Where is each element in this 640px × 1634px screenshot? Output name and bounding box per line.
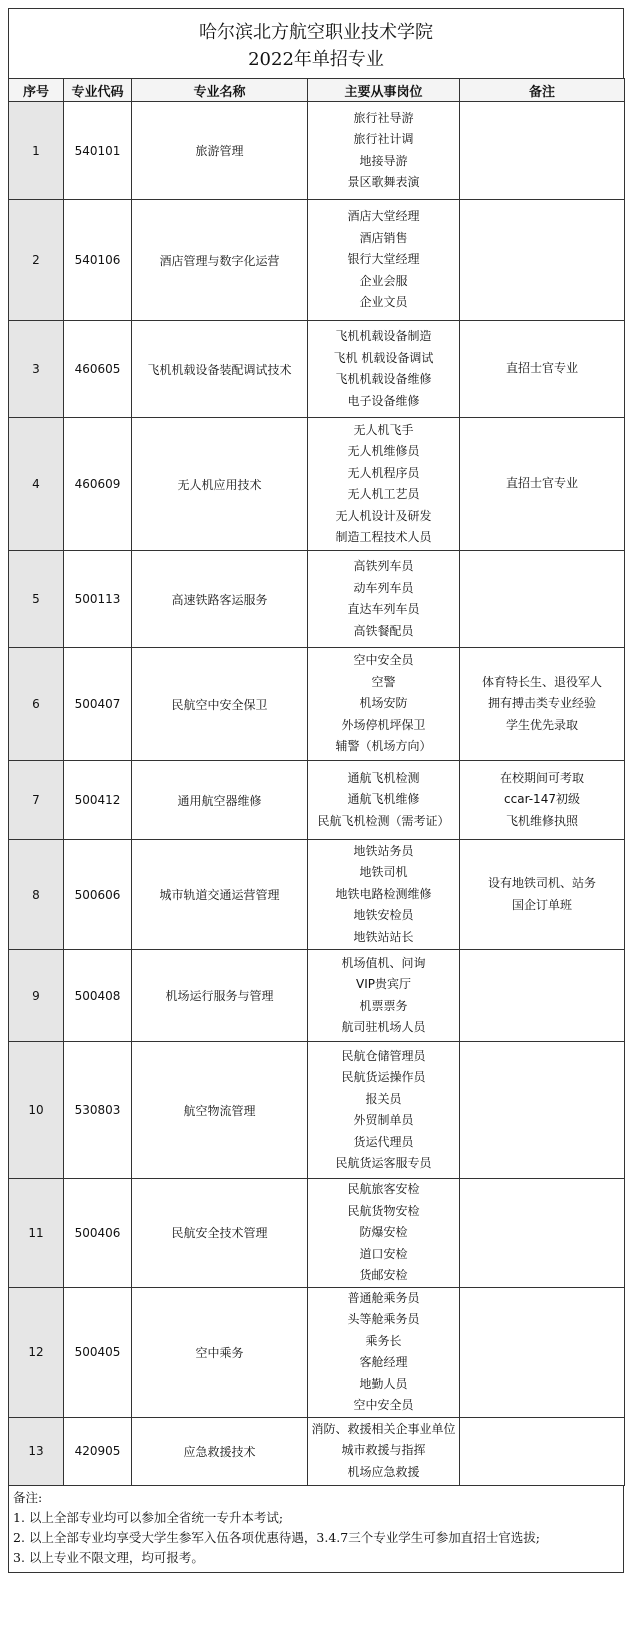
header-remarks: 备注 xyxy=(460,79,625,102)
table-row xyxy=(9,102,625,200)
position-item: 高铁列车员 xyxy=(353,559,414,573)
cell-positions xyxy=(308,840,460,950)
cell-code: 420905 xyxy=(64,1417,132,1485)
position-item: 地铁站务员 xyxy=(353,843,414,858)
position-item: VIP贵宾厅 xyxy=(356,977,411,991)
notes-section xyxy=(8,1486,624,1573)
position-item: 银行大堂经理 xyxy=(347,252,420,267)
cell-seq: 5 xyxy=(9,551,64,648)
position-item: 机票票务 xyxy=(359,998,408,1013)
position-item: 外场停机坪保卫 xyxy=(341,717,426,732)
cell-code: 460605 xyxy=(64,321,132,418)
cell-remarks xyxy=(460,761,625,840)
position-item: 通航飞机检测 xyxy=(347,770,420,785)
table-body xyxy=(9,102,625,1486)
position-item: 无人机工艺员 xyxy=(347,487,420,501)
position-item: 旅行社导游 xyxy=(353,110,414,125)
title-line-1: 哈尔滨北方航空职业技术学院 xyxy=(199,22,433,43)
position-item: 民航货运操作员 xyxy=(341,1070,426,1084)
position-item: 地铁安检员 xyxy=(353,908,414,923)
position-item: 飞机机载设备制造 xyxy=(335,329,432,343)
cell-name: 民航安全技术管理 xyxy=(132,1179,308,1288)
position-item: 报关员 xyxy=(365,1091,402,1106)
table-row xyxy=(9,1179,625,1288)
header-name: 专业名称 xyxy=(132,79,308,102)
cell-code: 500407 xyxy=(64,648,132,761)
table-row xyxy=(9,840,625,950)
note-item: 1. 以上全部专业均可以参加全省统一专升本考试; xyxy=(13,1509,284,1525)
cell-positions xyxy=(308,1179,460,1288)
position-item: 高铁餐配员 xyxy=(353,623,414,638)
cell-positions xyxy=(308,1287,460,1417)
cell-code: 500113 xyxy=(64,551,132,648)
cell-code: 500412 xyxy=(64,761,132,840)
cell-positions xyxy=(308,761,460,840)
cell-seq: 8 xyxy=(9,840,64,950)
cell-remarks xyxy=(460,1179,625,1288)
cell-name: 飞机机载设备装配调试技术 xyxy=(132,321,308,418)
position-item: 地接导游 xyxy=(359,153,408,168)
cell-remarks xyxy=(460,648,625,761)
table-row xyxy=(9,551,625,648)
position-item: 直达车列车员 xyxy=(347,602,420,616)
position-item: 民航旅客安检 xyxy=(347,1182,420,1196)
cell-name: 航空物流管理 xyxy=(132,1042,308,1179)
cell-code: 460609 xyxy=(64,418,132,551)
cell-seq: 13 xyxy=(9,1417,64,1485)
cell-seq: 3 xyxy=(9,321,64,418)
cell-code: 540101 xyxy=(64,102,132,200)
table-row xyxy=(9,761,625,840)
document-title xyxy=(8,8,624,78)
cell-positions xyxy=(308,418,460,551)
cell-name: 通用航空器维修 xyxy=(132,761,308,840)
remark-line: 直招士官专业 xyxy=(505,361,578,376)
note-item: 3. 以上专业不限文理，均可报考。 xyxy=(13,1549,204,1565)
position-item: 航司驻机场人员 xyxy=(341,1020,426,1034)
cell-remarks xyxy=(460,840,625,950)
cell-positions xyxy=(308,551,460,648)
notes-heading: 备注: xyxy=(13,1489,43,1505)
remark-line: 拥有搏击类专业经验 xyxy=(487,696,596,711)
position-item: 防爆安检 xyxy=(359,1225,408,1239)
table-row xyxy=(9,321,625,418)
cell-code: 530803 xyxy=(64,1042,132,1179)
table-row xyxy=(9,200,625,321)
cell-positions xyxy=(308,1042,460,1179)
position-item: 地铁站站长 xyxy=(353,929,414,944)
cell-remarks xyxy=(460,950,625,1042)
position-item: 消防、救援相关企事业单位 xyxy=(311,1421,456,1436)
cell-seq: 6 xyxy=(9,648,64,761)
position-item: 飞机 机载设备调试 xyxy=(333,350,434,365)
position-item: 外贸制单员 xyxy=(353,1113,414,1127)
cell-code: 500606 xyxy=(64,840,132,950)
position-item: 空中安全员 xyxy=(353,653,414,668)
position-item: 机场应急救援 xyxy=(347,1464,420,1479)
position-item: 乘务长 xyxy=(365,1333,402,1348)
position-item: 地铁司机 xyxy=(359,865,408,880)
remark-line: 体育特长生、退役军人 xyxy=(481,674,602,689)
cell-name: 无人机应用技术 xyxy=(132,418,308,551)
table-row xyxy=(9,648,625,761)
note-item: 2. 以上全部专业均享受大学生参军入伍各项优惠待遇，3.4.7三个专业学生可参加直招士官选拔; xyxy=(13,1529,540,1545)
position-item: 企业会服 xyxy=(359,273,408,288)
cell-remarks xyxy=(460,1287,625,1417)
cell-positions xyxy=(308,102,460,200)
cell-name: 民航空中安全保卫 xyxy=(132,648,308,761)
majors-table xyxy=(8,78,625,1486)
remark-line: 直招士官专业 xyxy=(505,476,578,491)
cell-code: 540106 xyxy=(64,200,132,321)
cell-positions xyxy=(308,648,460,761)
position-item: 民航货物安检 xyxy=(347,1203,420,1218)
cell-code: 500405 xyxy=(64,1287,132,1417)
cell-name: 机场运行服务与管理 xyxy=(132,950,308,1042)
position-item: 辅警（机场方向） xyxy=(335,739,432,754)
remark-line: 设有地铁司机、站务 xyxy=(487,876,596,890)
cell-remarks xyxy=(460,551,625,648)
cell-remarks xyxy=(460,321,625,418)
remark-line: 飞机维修执照 xyxy=(505,813,578,828)
position-item: 空警 xyxy=(371,674,396,689)
remark-line: 在校期间可考取 xyxy=(499,770,584,785)
header-row xyxy=(9,79,625,102)
cell-name: 城市轨道交通运营管理 xyxy=(132,840,308,950)
cell-positions xyxy=(308,950,460,1042)
header-code: 专业代码 xyxy=(64,79,132,102)
position-item: 普通舱乘务员 xyxy=(347,1290,420,1305)
cell-seq: 9 xyxy=(9,950,64,1042)
position-item: 货邮安检 xyxy=(359,1268,408,1282)
position-item: 机场安防 xyxy=(359,696,408,711)
table-row xyxy=(9,1042,625,1179)
position-item: 空中安全员 xyxy=(353,1398,414,1412)
position-item: 企业文员 xyxy=(359,295,408,310)
position-item: 飞机机载设备维修 xyxy=(335,372,432,386)
position-item: 电子设备维修 xyxy=(347,393,420,408)
position-item: 景区歌舞表演 xyxy=(347,175,420,189)
cell-remarks xyxy=(460,200,625,321)
cell-remarks xyxy=(460,418,625,551)
remark-line: ccar-147初级 xyxy=(504,792,580,807)
position-item: 动车列车员 xyxy=(353,580,414,595)
position-item: 无人机飞手 xyxy=(353,422,414,437)
cell-name: 空中乘务 xyxy=(132,1287,308,1417)
cell-seq: 12 xyxy=(9,1287,64,1417)
position-item: 机场值机、问询 xyxy=(341,955,426,970)
cell-name: 高速铁路客运服务 xyxy=(132,551,308,648)
table-row xyxy=(9,950,625,1042)
position-item: 道口安检 xyxy=(359,1246,408,1261)
position-item: 旅行社计调 xyxy=(353,132,414,146)
cell-name: 酒店管理与数字化运营 xyxy=(132,200,308,321)
cell-seq: 4 xyxy=(9,418,64,551)
cell-remarks xyxy=(460,102,625,200)
position-item: 民航仓储管理员 xyxy=(341,1048,426,1063)
cell-remarks xyxy=(460,1042,625,1179)
position-item: 地铁电路检测维修 xyxy=(335,886,432,901)
cell-remarks xyxy=(460,1417,625,1485)
cell-positions xyxy=(308,200,460,321)
position-item: 无人机维修员 xyxy=(347,444,420,458)
position-item: 货运代理员 xyxy=(353,1134,414,1149)
header-positions: 主要从事岗位 xyxy=(308,79,460,102)
position-item: 城市救援与指挥 xyxy=(341,1443,426,1458)
position-item: 通航飞机维修 xyxy=(347,792,420,807)
cell-seq: 10 xyxy=(9,1042,64,1179)
position-item: 客舱经理 xyxy=(359,1355,408,1369)
cell-seq: 1 xyxy=(9,102,64,200)
position-item: 酒店大堂经理 xyxy=(347,209,420,224)
title-line-2: 2022年单招专业 xyxy=(248,49,384,70)
position-item: 制造工程技术人员 xyxy=(335,530,432,544)
cell-code: 500408 xyxy=(64,950,132,1042)
table-row xyxy=(9,1417,625,1485)
cell-seq: 11 xyxy=(9,1179,64,1288)
remark-line: 国企订单班 xyxy=(511,897,572,912)
cell-name: 应急救援技术 xyxy=(132,1417,308,1485)
position-item: 酒店销售 xyxy=(359,230,408,245)
cell-positions xyxy=(308,321,460,418)
header-seq: 序号 xyxy=(9,79,64,102)
cell-name: 旅游管理 xyxy=(132,102,308,200)
position-item: 地勤人员 xyxy=(359,1376,408,1391)
document-page xyxy=(8,8,624,1573)
cell-code: 500406 xyxy=(64,1179,132,1288)
position-item: 民航飞机检测（需考证） xyxy=(317,813,450,828)
remark-line: 学生优先录取 xyxy=(505,717,578,732)
cell-seq: 7 xyxy=(9,761,64,840)
position-item: 头等舱乘务员 xyxy=(347,1312,420,1326)
cell-positions xyxy=(308,1417,460,1485)
position-item: 无人机设计及研发 xyxy=(335,508,432,523)
table-row xyxy=(9,1287,625,1417)
cell-seq: 2 xyxy=(9,200,64,321)
table-row xyxy=(9,418,625,551)
position-item: 民航货运客服专员 xyxy=(335,1156,432,1170)
position-item: 无人机程序员 xyxy=(347,465,420,480)
